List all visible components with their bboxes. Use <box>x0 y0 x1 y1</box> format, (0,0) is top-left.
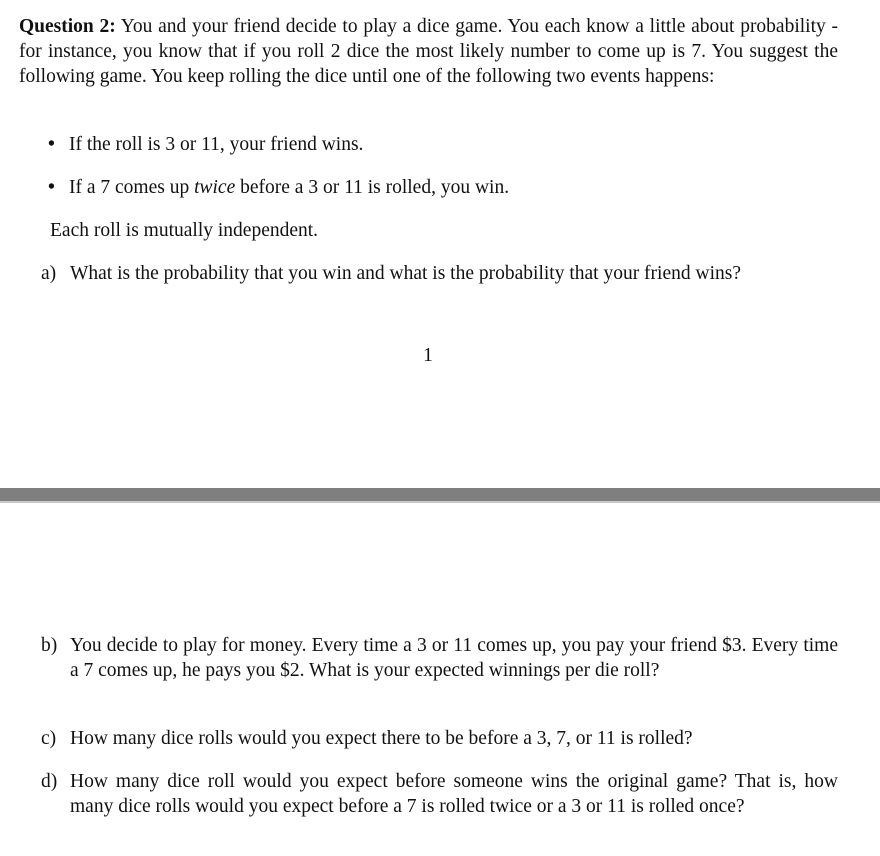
part-a-label: a) <box>41 263 57 284</box>
page-2 <box>0 503 880 856</box>
bullet-text-post: before a 3 or 11 is rolled, you win. <box>235 177 510 198</box>
bullet-item-friend-wins <box>48 132 838 157</box>
part-d <box>41 769 838 819</box>
bullet-icon: • <box>48 134 55 155</box>
question-label: Question 2: <box>19 16 116 37</box>
part-c-label: c) <box>41 728 57 749</box>
part-a-text: What is the probability that you win and what is the probability that your friend wins? <box>70 263 741 284</box>
question-intro <box>19 14 838 89</box>
part-b-label: b) <box>41 635 58 656</box>
independence-note: Each roll is mutually independent. <box>50 220 319 241</box>
part-d-text: How many dice roll would you expect before someone wins the original game? That is, how many dice rolls would you expect before a 7 is rolled twice or a 3 or 11 is rolled once? <box>70 771 838 817</box>
part-a <box>41 261 838 286</box>
question-intro-text: You and your friend decide to play a dice game. You each know a little about probability - for instance, you know that if you roll 2 dice the most likely number to come up is 7. You suggest the following game. You keep rolling the dice until one of the following two events happens: <box>19 16 838 87</box>
part-b <box>41 633 838 683</box>
page-number: 1 <box>423 345 433 366</box>
part-b-text: You decide to play for money. Every time a 3 or 11 comes up, you pay your friend $3. Every time a 7 comes up, he pays you $2. What is your expected winnings per die roll? <box>70 635 838 681</box>
bullet-text: If the roll is 3 or 11, your friend wins. <box>69 134 364 155</box>
bullet-icon: • <box>48 177 55 198</box>
part-d-label: d) <box>41 771 58 792</box>
bullet-text-pre: If a 7 comes up <box>69 177 195 198</box>
part-c <box>41 726 838 751</box>
bullet-item-you-win <box>48 175 838 200</box>
bullet-text-emphasis: twice <box>194 177 236 198</box>
page-divider <box>0 488 880 503</box>
part-c-text: How many dice rolls would you expect there to be before a 3, 7, or 11 is rolled? <box>70 728 693 749</box>
